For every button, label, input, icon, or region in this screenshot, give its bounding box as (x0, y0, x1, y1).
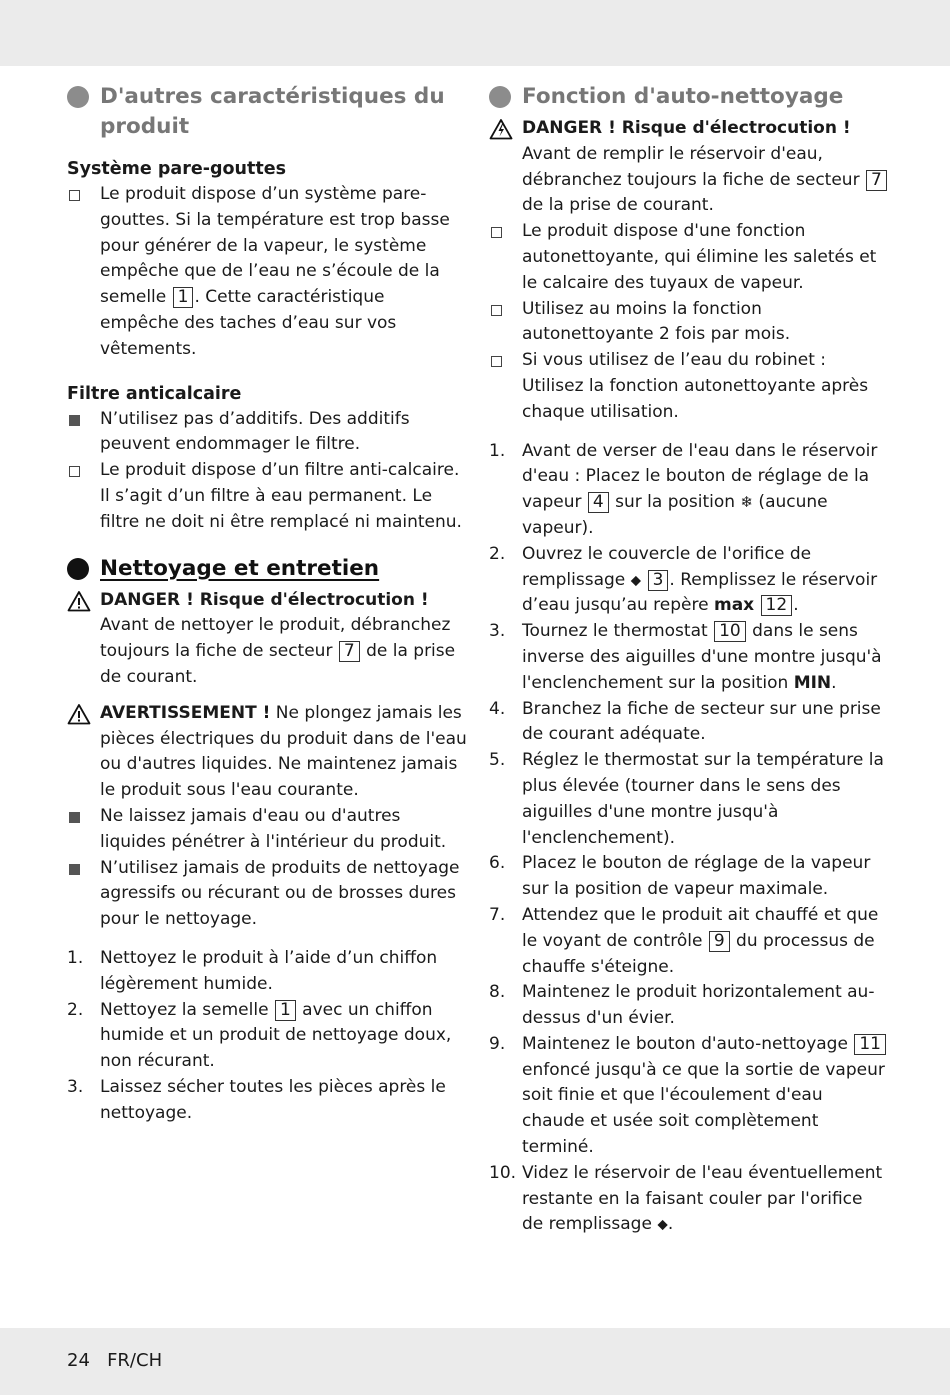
step-item: 1. Nettoyez le produit à l’aide d’un chiffon légèrement humide. (67, 947, 438, 994)
solid-square-icon (69, 415, 80, 426)
step-item: 3. Tournez le thermostat 10 dans le sens inverse des aiguilles d'une montre jusqu'à l'enclenchement sur la position MIN. (489, 621, 882, 693)
part-number-label: 1 (275, 1000, 296, 1021)
hollow-square-icon (491, 356, 502, 367)
step-item: 5. Réglez le thermostat sur la température la plus élevée (tourner dans le sens des aiguilles d'une montre jusqu'à l'enclenchement). (489, 750, 884, 848)
part-number-label: 1 (173, 287, 194, 308)
step-item: 3. Laissez sécher toutes les pièces après le nettoyage. (67, 1076, 446, 1123)
warning-triangle-icon (67, 590, 91, 612)
hollow-square-icon (491, 305, 502, 316)
solid-square-icon (69, 812, 80, 823)
drip-stop-title: Système pare-gouttes (67, 159, 286, 179)
step-item: 2. Ouvrez le couvercle de l'orifice de remplissage ⬥ 3 . Remplissez le réservoir d’eau jusqu’au repère max 12 . (489, 543, 878, 616)
danger-notice: DANGER ! Risque d'électrocution ! Avant de nettoyer le produit, débranchez toujours la fiche de secteur 7 de la prise de courant. (67, 588, 467, 691)
part-number-label: 9 (709, 931, 730, 952)
water-fill-icon: ⬥ (630, 570, 642, 589)
section-bullet-icon (67, 558, 89, 580)
part-number-label: 7 (339, 641, 360, 662)
list-item: Le produit dispose d'une fonction autonettoyante, qui élimine les saletés et le calcaire des tuyaux de vapeur. (489, 219, 889, 296)
list-item: N’utilisez pas d’additifs. Des additifs peuvent endommager le filtre. (67, 407, 467, 459)
anti-scale-filter-title: Filtre anticalcaire (67, 383, 242, 404)
part-number-label: 10 (714, 621, 746, 642)
step-item: 2. Nettoyez la semelle 1 avec un chiffon humide et un produit de nettoyage doux, non récurant. (67, 999, 452, 1072)
step-item: 6. Placez le bouton de réglage de la vapeur sur la position de vapeur maximale. (489, 853, 871, 900)
list-item: N’utilisez jamais de produits de nettoyage agressifs ou récurant ou de brosses dures pour le nettoyage. (67, 856, 467, 933)
step-item: 9. Maintenez le bouton d'auto-nettoyage 11 enfoncé jusqu'à ce que la sortie de vapeur soit finie et que l'écoulement d'eau chaude et usée soit complètement terminé. (489, 1033, 885, 1158)
part-number-label: 3 (648, 570, 669, 591)
step-item: 8. Maintenez le produit horizontalement au-dessus d'un évier. (489, 982, 875, 1029)
no-steam-icon: ❄ (740, 493, 754, 512)
page-number: 24 FR/CH (67, 1350, 163, 1371)
header-band (0, 0, 950, 66)
list-item: Utilisez au moins la fonction autonettoyante 2 fois par mois. (489, 297, 889, 349)
hollow-square-icon (491, 227, 502, 238)
warning-notice: AVERTISSEMENT ! Ne plongez jamais les pièces électriques du produit dans de l'eau ou d'autres liquides. Ne maintenez jamais le produit sous l'eau courante. (67, 701, 467, 804)
part-number-label: 4 (588, 492, 609, 513)
warning-triangle-icon (67, 703, 91, 725)
step-item: 10. Videz le réservoir de l'eau éventuellement restante en la faisant couler par l'orifice de remplissage ⬥. (489, 1161, 889, 1238)
section-bullet-icon (489, 86, 511, 108)
solid-square-icon (69, 864, 80, 875)
list-item: Ne laissez jamais d'eau ou d'autres liquides pénétrer à l'intérieur du produit. (67, 804, 467, 856)
warning-triangle-icon (489, 118, 513, 140)
list-item: Le produit dispose d’un filtre anti-calcaire. Il s’agit d’un filtre à eau permanent. Le filtre ne doit ni être remplacé ni maintenu. (67, 458, 467, 535)
water-fill-icon: ⬥ (657, 1215, 668, 1234)
left-column (67, 82, 467, 1127)
part-number-label: 11 (854, 1034, 886, 1055)
part-number-label: 12 (761, 595, 793, 616)
section-heading-cleaning: Nettoyage et entretien (67, 554, 467, 584)
step-item: 1. Avant de verser de l'eau dans le réservoir d'eau : Placez le bouton de réglage de la vapeur 4 sur la position ❄ (aucune vapeur). (489, 440, 878, 538)
section-heading-other-features: D'autres caractéristiques du produit (67, 82, 467, 142)
hollow-square-icon (69, 466, 80, 477)
drip-stop-item: Le produit dispose d’un système pare-gouttes. Si la température est trop basse pour générer de la vapeur, le système empêche que de l’eau ne s’écoule de la semelle 1 . Cette caractéristique empêche des taches d’eau sur vos vêtements. (67, 182, 467, 363)
part-number-label: 7 (866, 170, 887, 191)
step-item: 4. Branchez la fiche de secteur sur une prise de courant adéquate. (489, 698, 881, 745)
danger-notice: DANGER ! Risque d'électrocution ! Avant de remplir le réservoir d'eau, débranchez toujours la fiche de secteur 7 de la prise de courant. (489, 116, 889, 219)
right-column (489, 82, 889, 1238)
step-item: 7. Attendez que le produit ait chauffé et que le voyant de contrôle 9 du processus de chauffe s'éteigne. (489, 904, 879, 977)
section-bullet-icon (67, 86, 89, 108)
hollow-square-icon (69, 190, 80, 201)
list-item: Si vous utilisez de l’eau du robinet : Utilisez la fonction autonettoyante après chaque utilisation. (489, 348, 889, 425)
section-heading-self-cleaning: Fonction d'auto-nettoyage (489, 82, 889, 112)
